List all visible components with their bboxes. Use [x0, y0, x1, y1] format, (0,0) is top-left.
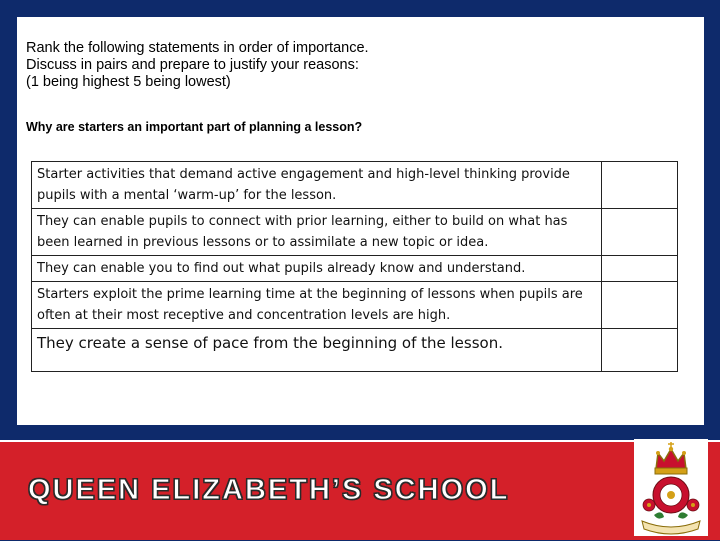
table-row — [32, 329, 678, 372]
question-heading: Why are starters an important part of planning a lesson? — [26, 120, 363, 134]
table-row — [32, 256, 678, 282]
rank-cell[interactable] — [602, 162, 678, 209]
table-row — [32, 209, 678, 256]
school-name: QUEEN ELIZABETH’S SCHOOL — [28, 474, 510, 506]
rank-cell[interactable] — [602, 329, 678, 372]
statement-cell: They create a sense of pace from the beginning of the lesson. — [32, 329, 602, 372]
statement-cell: They can enable you to find out what pupils already know and understand. — [32, 256, 602, 282]
table-row — [32, 162, 678, 209]
statement-cell: They can enable pupils to connect with prior learning, either to build on what has been learned in previous lessons or to assimilate a new topic or idea. — [32, 209, 602, 256]
instruction-line-2: Discuss in pairs and prepare to justify your reasons: — [26, 57, 359, 73]
table-row — [32, 282, 678, 329]
rank-cell[interactable] — [602, 256, 678, 282]
school-crest-logo — [634, 439, 708, 536]
statement-cell: Starters exploit the prime learning time at the beginning of lessons when pupils are often at their most receptive and concentration levels are high. — [32, 282, 602, 329]
statement-cell: Starter activities that demand active engagement and high-level thinking provide pupils with a mental ‘warm-up’ for the lesson. — [32, 162, 602, 209]
instructions — [26, 40, 666, 91]
ranking-table — [31, 161, 678, 372]
rank-cell[interactable] — [602, 209, 678, 256]
footer-divider — [0, 440, 720, 442]
crest-icon — [634, 439, 708, 536]
instruction-line-3: (1 being highest 5 being lowest) — [26, 74, 231, 90]
instruction-line-1: Rank the following statements in order of importance. — [26, 40, 369, 56]
rank-cell[interactable] — [602, 282, 678, 329]
